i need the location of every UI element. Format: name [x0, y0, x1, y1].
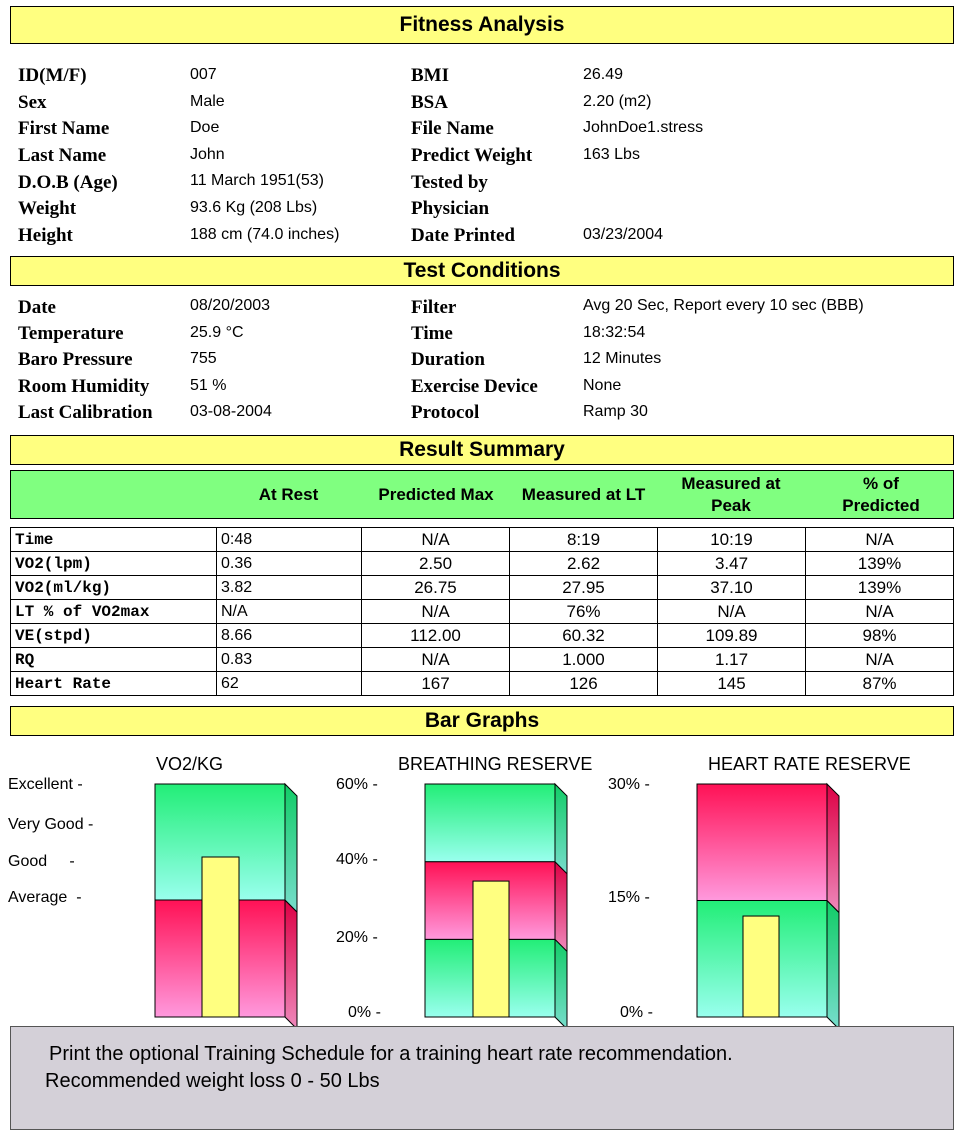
value: 11 March 1951(53): [190, 172, 324, 189]
br-tick-label: 60% -: [336, 776, 378, 793]
label: File Name: [411, 118, 494, 139]
table-row: [11, 648, 954, 672]
table-cell: 8:19: [510, 528, 658, 552]
hr-zone-1: [697, 784, 827, 901]
table-cell: N/A: [806, 648, 954, 672]
heart-rate-reserve-chart-title: HEART RATE RESERVE: [708, 754, 911, 774]
recommendation-note: [10, 1026, 954, 1130]
value: 007: [190, 66, 217, 83]
table-cell: 62: [217, 672, 362, 696]
note-line: Recommended weight loss 0 - 50 Lbs: [45, 1070, 380, 1092]
hr-indicator-bar: [743, 916, 779, 1017]
row-label: VO2(ml/kg): [11, 576, 217, 600]
value: 163 Lbs: [583, 146, 640, 163]
row-label: Heart Rate: [11, 672, 217, 696]
label: Baro Pressure: [18, 349, 133, 370]
table-cell: 10:19: [658, 528, 806, 552]
label: ID(M/F): [18, 65, 87, 86]
table-cell: 37.10: [658, 576, 806, 600]
label: Room Humidity: [18, 376, 150, 397]
br-tick-label: 40% -: [336, 851, 378, 868]
column-header: At Rest: [258, 484, 319, 504]
table-cell: 139%: [806, 576, 954, 600]
vo2-zone-average-side: [285, 900, 297, 1029]
value: 188 cm (74.0 inches): [190, 226, 340, 243]
value: Avg 20 Sec, Report every 10 sec (BBB): [583, 297, 864, 314]
value: Ramp 30: [583, 403, 648, 420]
section-title-test-conditions: Test Conditions: [10, 256, 954, 286]
breathing-reserve-chart-title: BREATHING RESERVE: [398, 754, 593, 774]
table-cell: 60.32: [510, 624, 658, 648]
value: 18:32:54: [583, 324, 646, 341]
label: Last Calibration: [18, 402, 153, 423]
section-title-bar-graphs: Bar Graphs: [10, 706, 954, 736]
section-title-fitness-analysis: Fitness Analysis: [10, 6, 954, 44]
label: Physician: [411, 198, 490, 219]
value: 03-08-2004: [190, 403, 272, 420]
table-cell: 0.36: [217, 552, 362, 576]
row-label: RQ: [11, 648, 217, 672]
table-cell: 2.62: [510, 552, 658, 576]
column-header: Measured at LT: [521, 484, 646, 504]
value: Male: [190, 93, 225, 110]
label: Time: [411, 323, 453, 344]
label: Temperature: [18, 323, 124, 344]
label: Date Printed: [411, 225, 515, 246]
note-line: Print the optional Training Schedule for a training heart rate recommendation.: [49, 1043, 733, 1065]
table-cell: 139%: [806, 552, 954, 576]
table-cell: 167: [362, 672, 510, 696]
vo2-zone-average: [155, 900, 285, 1017]
br-tick-label: 0% -: [348, 1004, 381, 1021]
vo2-level-label: Average -: [8, 889, 82, 906]
label: BSA: [411, 92, 448, 113]
table-row: [11, 576, 954, 600]
table-cell: 145: [658, 672, 806, 696]
table-cell: N/A: [362, 528, 510, 552]
br-zone-1-side: [555, 862, 567, 952]
br-zone-1: [425, 862, 555, 940]
column-header: % of Predicted: [842, 473, 920, 515]
label: Sex: [18, 92, 47, 113]
label: Date: [18, 297, 56, 318]
table-cell: N/A: [362, 600, 510, 624]
table-cell: 126: [510, 672, 658, 696]
label: Tested by: [411, 172, 488, 193]
label: Last Name: [18, 145, 107, 166]
label: D.O.B (Age): [18, 172, 118, 193]
value: 26.49: [583, 66, 624, 83]
table-row: [11, 600, 954, 624]
table-cell: 1.17: [658, 648, 806, 672]
value: 2.20 (m2): [583, 93, 652, 110]
table-cell: N/A: [362, 648, 510, 672]
column-header: Measured at Peak: [681, 473, 781, 515]
value: Doe: [190, 119, 220, 136]
vo2-level-label: Good -: [8, 853, 75, 870]
row-label: Time: [11, 528, 217, 552]
hr-zone-0-side: [827, 901, 839, 1030]
br-tick-label: 20% -: [336, 929, 378, 946]
vo2-level-label: Excellent -: [8, 776, 83, 793]
label: Predict Weight: [411, 145, 533, 166]
table-cell: 27.95: [510, 576, 658, 600]
row-label: VO2(lpm): [11, 552, 217, 576]
table-cell: N/A: [806, 528, 954, 552]
label: Protocol: [411, 402, 480, 423]
hr-zone-1-side: [827, 784, 839, 913]
table-cell: 98%: [806, 624, 954, 648]
br-zone-2: [425, 784, 555, 862]
vo2-zone-above-average-side: [285, 784, 297, 912]
table-cell: 3.82: [217, 576, 362, 600]
table-cell: 112.00: [362, 624, 510, 648]
label: Filter: [411, 297, 457, 318]
hr-tick-label: 0% -: [620, 1004, 653, 1021]
row-label: VE(stpd): [11, 624, 217, 648]
value: 51 %: [190, 377, 227, 394]
value: John: [190, 146, 225, 163]
label: Weight: [18, 198, 77, 219]
table-cell: 0:48: [217, 528, 362, 552]
table-row: [11, 528, 954, 552]
summary-header: [10, 470, 954, 519]
vo2-zone-above-average: [155, 784, 285, 900]
br-indicator-bar: [473, 881, 509, 1017]
table-cell: 1.000: [510, 648, 658, 672]
label: Duration: [411, 349, 485, 370]
label: BMI: [411, 65, 449, 86]
vo2-level-label: Very Good -: [8, 816, 94, 833]
table-cell: N/A: [806, 600, 954, 624]
value: 25.9 °C: [190, 324, 244, 341]
table-row: [11, 672, 954, 696]
hr-zone-0: [697, 901, 827, 1018]
hr-tick-label: 30% -: [608, 776, 650, 793]
value: JohnDoe1.stress: [583, 119, 704, 136]
label: First Name: [18, 118, 110, 139]
row-label: LT % of VO2max: [11, 600, 217, 624]
br-zone-0-side: [555, 939, 567, 1029]
value: 755: [190, 350, 217, 367]
br-zone-0: [425, 939, 555, 1017]
value: 93.6 Kg (208 Lbs): [190, 199, 318, 216]
table-cell: 3.47: [658, 552, 806, 576]
table-cell: N/A: [217, 600, 362, 624]
table-row: [11, 552, 954, 576]
value: 12 Minutes: [583, 350, 662, 367]
label: Exercise Device: [411, 376, 538, 397]
table-cell: 26.75: [362, 576, 510, 600]
table-cell: 109.89: [658, 624, 806, 648]
table-cell: N/A: [658, 600, 806, 624]
result-summary-table: [10, 527, 954, 696]
value: 03/23/2004: [583, 226, 664, 243]
hr-tick-label: 15% -: [608, 889, 650, 906]
table-row: [11, 624, 954, 648]
table-cell: 2.50: [362, 552, 510, 576]
section-title-result-summary: Result Summary: [10, 435, 954, 465]
value: None: [583, 377, 622, 394]
value: 08/20/2003: [190, 297, 271, 314]
vo2-chart-title: VO2/KG: [156, 754, 224, 774]
label: Height: [18, 225, 73, 246]
column-header: Predicted Max: [378, 484, 494, 504]
table-cell: 8.66: [217, 624, 362, 648]
table-cell: 87%: [806, 672, 954, 696]
table-cell: 76%: [510, 600, 658, 624]
br-zone-2-side: [555, 784, 567, 874]
table-cell: 0.83: [217, 648, 362, 672]
vo2-indicator-bar: [202, 857, 239, 1017]
